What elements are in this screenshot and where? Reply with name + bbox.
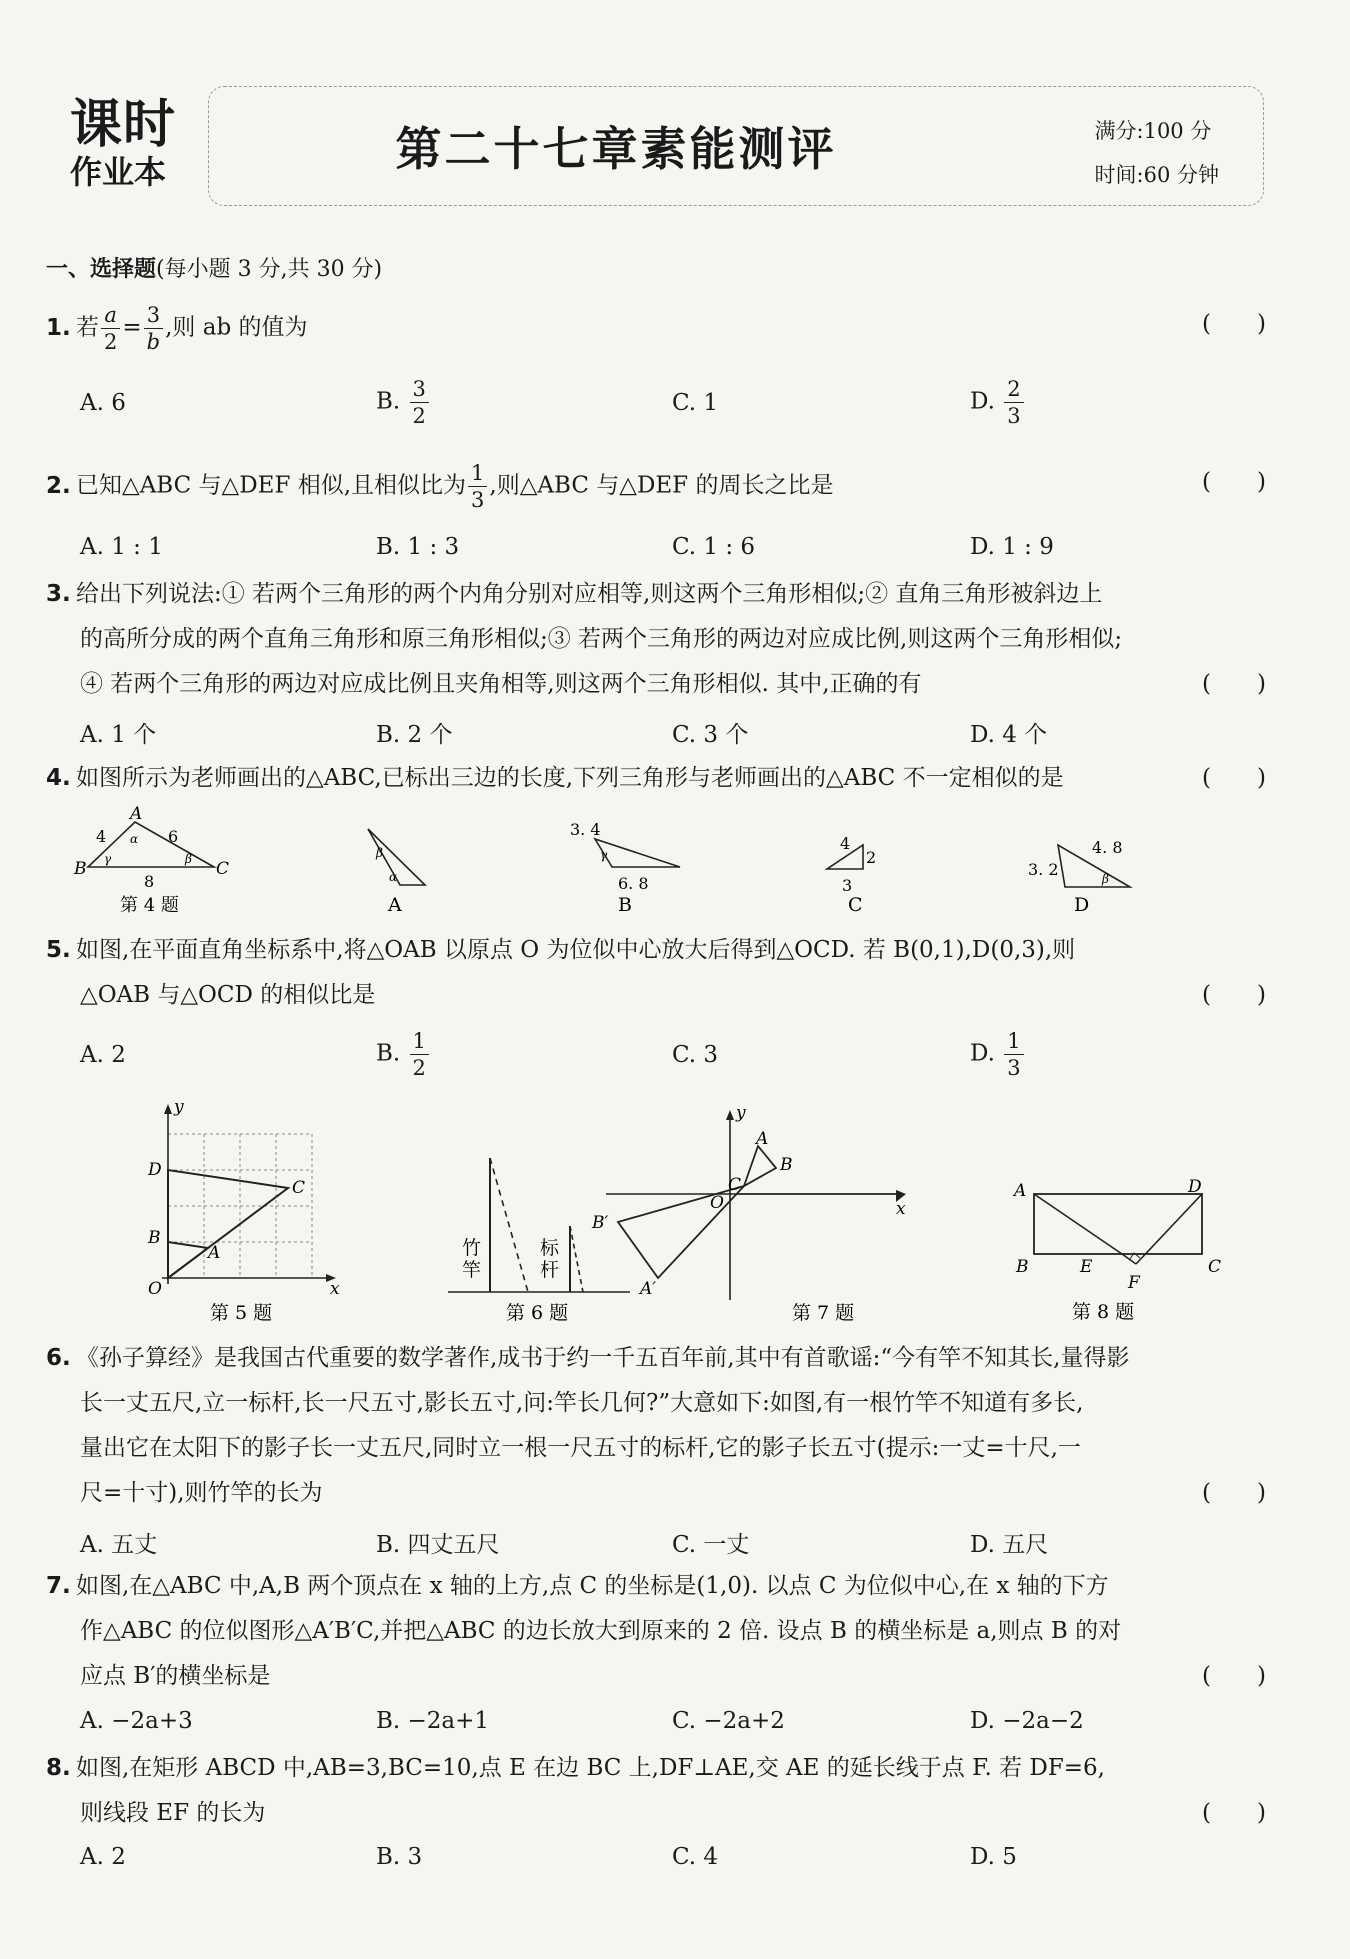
option-label: B.	[376, 388, 401, 415]
fraction	[410, 1028, 429, 1081]
question-number: 6.	[46, 1345, 71, 1371]
point-label: B′	[592, 1213, 609, 1233]
side-label: 2	[866, 848, 877, 867]
point-label: D	[1188, 1177, 1202, 1197]
numerator: 1	[468, 460, 487, 487]
section-note: (每小题 3 分,共 30 分)	[156, 257, 383, 282]
point-label: O	[710, 1193, 724, 1213]
question-6	[46, 1336, 1278, 1516]
q4-figures	[70, 805, 1250, 925]
question-4	[46, 756, 1278, 801]
figure-caption: 第 6 题	[506, 1302, 569, 1324]
point-label: E	[1080, 1257, 1093, 1277]
axis-label: y	[174, 1098, 184, 1117]
side-label: 6. 8	[618, 874, 649, 893]
option-b[interactable]	[376, 1028, 431, 1081]
numerator: 3	[410, 376, 429, 403]
fraction	[468, 460, 487, 513]
q5-line-1: 如图,在平面直角坐标系中,将△OAB 以原点 O 为位似中心放大后得到△OCD. 若 B(0,1),D(0,3),则	[76, 937, 1076, 963]
point-label: A	[1014, 1181, 1027, 1201]
option-b[interactable]	[376, 376, 431, 429]
vertex-label: B	[74, 859, 87, 879]
option-c[interactable]: C. 1 : 6	[672, 534, 756, 560]
option-a[interactable]: A. 1 : 1	[80, 534, 163, 560]
question-5	[46, 928, 1278, 1018]
option-a[interactable]: A. 6	[80, 390, 126, 416]
question-number: 2.	[46, 472, 71, 499]
option-a[interactable]: A. 2	[80, 1042, 126, 1068]
point-label: B	[148, 1228, 161, 1248]
side-label: 4. 8	[1092, 838, 1123, 857]
q3-line-3: ④ 若两个三角形的两边对应成比例且夹角相等,则这两个三角形相似. 其中,正确的有	[80, 671, 922, 697]
logo	[70, 95, 198, 191]
option-a[interactable]: A. 1 个	[80, 722, 157, 748]
point-label: D	[148, 1160, 162, 1180]
numerator: 2	[1004, 376, 1023, 403]
numerator: a	[104, 303, 117, 327]
bamboo-label-line2: 竿	[462, 1259, 482, 1281]
side-label: 4	[96, 827, 107, 846]
q3-line-1: 给出下列说法:① 若两个三角形的两个内角分别对应相等,则这两个三角形相似;② 直角三角形被斜边上	[76, 581, 1103, 607]
figure-caption: 第 4 题	[120, 895, 179, 916]
option-c[interactable]: C. 一丈	[672, 1532, 750, 1558]
answer-blank[interactable]: ( )	[1202, 765, 1266, 791]
option-d[interactable]: D. 五尺	[970, 1532, 1049, 1558]
option-c[interactable]: C. 3	[672, 1042, 719, 1068]
option-c[interactable]: C. 4	[672, 1844, 719, 1870]
denominator: b	[146, 330, 161, 354]
option-label: D.	[970, 1040, 995, 1067]
option-b[interactable]: B. 1 : 3	[376, 534, 460, 560]
option-b[interactable]: B. −2a+1	[376, 1708, 490, 1734]
question-number: 1.	[46, 314, 71, 341]
point-label: B	[1016, 1257, 1029, 1277]
logo-line2: 作业本	[70, 153, 167, 191]
side-label: 3. 2	[1028, 860, 1059, 879]
point-label: A	[208, 1243, 221, 1263]
option-label: D.	[970, 388, 995, 415]
answer-blank[interactable]: ( )	[1202, 1663, 1266, 1689]
option-c[interactable]: C. −2a+2	[672, 1708, 785, 1734]
figure-caption: 第 7 题	[792, 1302, 855, 1324]
full-score: 满分:100 分	[1094, 119, 1212, 143]
denominator: 3	[1007, 1056, 1021, 1080]
option-d[interactable]: D. 4 个	[970, 722, 1048, 748]
q7-line-2: 作△ABC 的位似图形△A′B′C,并把△ABC 的边长放大到原来的 2 倍. 设点 B 的横坐标是 a,则点 B 的对	[80, 1618, 1122, 1644]
figure-caption: A	[388, 894, 402, 916]
q6-line-3: 量出它在太阳下的影子长一丈五尺,同时立一根一尺五寸的标杆,它的影子长五寸(提示:一丈=十尺,一	[80, 1435, 1081, 1461]
option-c[interactable]: C. 1	[672, 390, 719, 416]
figure-8-drawing	[1010, 1172, 1250, 1338]
denominator: 2	[412, 1056, 426, 1080]
q3-line-3-wrap	[46, 662, 1278, 707]
question-number: 8.	[46, 1755, 71, 1781]
point-label: C	[1208, 1257, 1222, 1277]
option-label: B.	[376, 1040, 401, 1067]
fraction	[101, 302, 120, 355]
question-2	[46, 460, 1278, 513]
q7-line-3-wrap	[46, 1654, 1278, 1699]
q4-text: 如图所示为老师画出的△ABC,已标出三边的长度,下列三角形与老师画出的△ABC 不一定相似的是	[76, 765, 1064, 791]
axis-label: x	[896, 1199, 906, 1219]
q1-text-pre: 若	[76, 314, 99, 341]
answer-blank[interactable]: ( )	[1202, 671, 1266, 697]
angle-label: β	[376, 846, 383, 860]
point-label: O	[148, 1279, 162, 1299]
fraction	[1004, 376, 1023, 429]
pole-label-line2: 杆	[540, 1259, 560, 1281]
denominator: 3	[1007, 404, 1021, 428]
angle-label: α	[130, 832, 139, 846]
q2-text-pre: 已知△ABC 与△DEF 相似,且相似比为	[76, 472, 467, 499]
figure-caption: C	[848, 894, 863, 916]
point-label: A	[756, 1129, 769, 1149]
q6-line-1: 《孙子算经》是我国古代重要的数学著作,成书于约一千五百年前,其中有首歌谣:“今有竿不知其长,量得影	[76, 1345, 1130, 1371]
section-heading	[46, 252, 382, 283]
q8-line-2: 则线段 EF 的长为	[80, 1800, 266, 1826]
side-label: 8	[144, 872, 155, 891]
denominator: 2	[412, 404, 426, 428]
angle-label: γ	[104, 852, 112, 866]
figure-6	[448, 1158, 630, 1324]
axis-label: x	[330, 1279, 340, 1299]
point-label: B	[780, 1155, 793, 1175]
answer-blank[interactable]: ( )	[1202, 311, 1266, 337]
question-3	[46, 572, 1278, 707]
figure-5	[147, 1098, 340, 1324]
angle-label: γ	[600, 848, 608, 862]
bamboo-label	[462, 1237, 481, 1281]
fraction	[1004, 1028, 1023, 1081]
option-d[interactable]: D. 5	[970, 1844, 1017, 1870]
side-label: 6	[168, 827, 179, 846]
option-d[interactable]: D. −2a−2	[970, 1708, 1084, 1734]
q7-line-3: 应点 B′的横坐标是	[80, 1663, 271, 1689]
option-a[interactable]: A. 五丈	[80, 1532, 158, 1558]
page-title: 第二十七章素能测评	[395, 122, 837, 176]
header-box	[208, 86, 1264, 206]
question-1	[46, 302, 1278, 355]
angle-label: α	[389, 870, 398, 884]
q4-option-a-triangle	[368, 829, 425, 916]
pole-label	[540, 1237, 560, 1281]
figure-7	[591, 1103, 906, 1324]
q4-option-d-triangle	[1028, 838, 1130, 916]
q6-line-4-wrap	[46, 1471, 1278, 1516]
vertex-label: A	[130, 805, 143, 824]
answer-blank[interactable]: ( )	[1202, 1800, 1266, 1826]
option-d[interactable]	[970, 1028, 1026, 1081]
q8-line-2-wrap	[46, 1791, 1278, 1836]
question-7	[46, 1564, 1278, 1699]
fraction	[144, 302, 163, 355]
numerator: 1	[410, 1028, 429, 1055]
q2-text-post: ,则△ABC 与△DEF 的周长之比是	[489, 472, 834, 499]
option-a[interactable]: A. −2a+3	[80, 1708, 193, 1734]
question-8	[46, 1746, 1278, 1836]
fraction	[410, 376, 429, 429]
time-limit: 时间:60 分钟	[1094, 163, 1219, 187]
point-label: A′	[640, 1279, 657, 1299]
figure-caption: B	[618, 894, 632, 916]
side-label: 3. 4	[570, 820, 601, 839]
equals: =	[122, 314, 142, 341]
q1-text-post: ,则 ab 的值为	[165, 314, 308, 341]
option-a[interactable]: A. 2	[80, 1844, 126, 1870]
q8-line-1: 如图,在矩形 ABCD 中,AB=3,BC=10,点 E 在边 BC 上,DF⊥AE,交 AE 的延长线于点 F. 若 DF=6,	[76, 1755, 1105, 1781]
figure-caption: D	[1074, 894, 1090, 916]
answer-blank[interactable]: ( )	[1202, 469, 1266, 495]
axis-label: y	[736, 1103, 746, 1123]
option-b[interactable]: B. 2 个	[376, 722, 453, 748]
logo-line1: 课时	[70, 95, 177, 155]
angle-label: β	[185, 852, 192, 866]
angle-label: β	[1102, 872, 1109, 886]
point-label: F	[1128, 1273, 1140, 1293]
question-number: 7.	[46, 1573, 71, 1599]
bamboo-label-line1: 竹	[462, 1237, 482, 1259]
vertex-label: C	[216, 859, 230, 879]
q4-option-b-triangle	[570, 820, 680, 916]
exam-meta	[1095, 109, 1219, 197]
option-d[interactable]: D. 1 : 9	[970, 534, 1054, 560]
figure-caption: 第 5 题	[210, 1302, 273, 1324]
answer-blank[interactable]: ( )	[1202, 982, 1266, 1008]
numerator: 3	[144, 302, 163, 329]
side-label: 3	[842, 876, 853, 895]
section-title: 一、选择题	[46, 257, 157, 282]
option-d[interactable]	[970, 376, 1026, 429]
question-number: 3.	[46, 581, 71, 607]
q4-main-triangle	[73, 805, 229, 916]
numerator: 1	[1004, 1028, 1023, 1055]
q4-option-c-triangle	[827, 834, 876, 916]
answer-blank[interactable]: ( )	[1202, 1480, 1266, 1506]
question-number: 5.	[46, 937, 71, 963]
side-label: 4	[840, 834, 851, 853]
point-label: C	[292, 1178, 306, 1198]
q6-line-4: 尺=十寸),则竹竿的长为	[80, 1480, 323, 1506]
question-number: 4.	[46, 765, 71, 791]
option-c[interactable]: C. 3 个	[672, 722, 749, 748]
q7-line-1: 如图,在△ABC 中,A,B 两个顶点在 x 轴的上方,点 C 的坐标是(1,0). 以点 C 为位似中心,在 x 轴的下方	[76, 1573, 1109, 1599]
option-b[interactable]: B. 四丈五尺	[376, 1532, 500, 1558]
q5-line-2-wrap	[46, 973, 1278, 1018]
denominator: 3	[471, 488, 485, 512]
q3-line-2: 的高所分成的两个直角三角形和原三角形相似;③ 若两个三角形的两边对应成比例,则这两个三角形相似;	[80, 626, 1123, 652]
figure-caption: 第 8 题	[1072, 1301, 1135, 1323]
q5-line-2: △OAB 与△OCD 的相似比是	[80, 982, 376, 1008]
point-label: C	[728, 1175, 742, 1195]
denominator: 2	[104, 330, 118, 354]
option-b[interactable]: B. 3	[376, 1844, 423, 1870]
q6-line-2: 长一丈五尺,立一标杆,长一尺五寸,影长五寸,问:竿长几何?”大意如下:如图,有一根竹竿不知道有多长,	[80, 1390, 1084, 1416]
pole-label-line1: 标	[540, 1237, 560, 1259]
